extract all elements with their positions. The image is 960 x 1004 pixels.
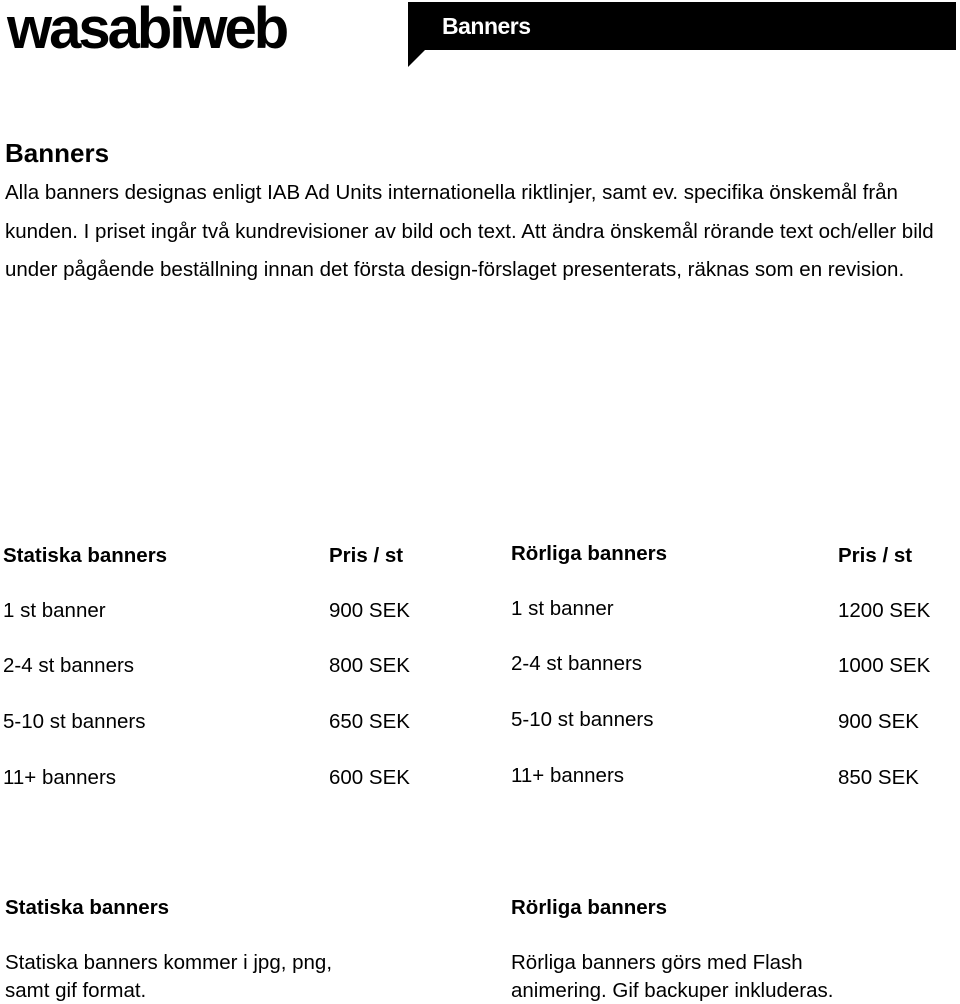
animated-info-text <box>511 949 931 1004</box>
animated-row-price: 1200 SEK <box>838 599 931 622</box>
animated-banners-header: Rörliga banners <box>511 542 668 565</box>
static-row-price: 650 SEK <box>329 710 410 733</box>
animated-info-line: Rörliga banners görs med Flash <box>511 951 803 974</box>
static-row-label: 1 st banner <box>3 599 106 622</box>
animated-info-line: animering. Gif backuper inkluderas. <box>511 978 834 1002</box>
wasabiweb-logo: wasabiweb <box>7 0 287 61</box>
static-row-price: 800 SEK <box>329 654 410 677</box>
animated-row-label: 2-4 st banners <box>511 652 643 675</box>
animated-info-title: Rörliga banners <box>511 896 668 919</box>
static-info-line: Statiska banners kommer i jpg, png, <box>5 951 333 974</box>
header-title: Banners <box>442 13 531 39</box>
page-title: Banners <box>5 138 110 168</box>
animated-row-label: 1 st banner <box>511 597 614 620</box>
static-row-label: 2-4 st banners <box>3 654 135 677</box>
animated-row-price: 1000 SEK <box>838 654 931 677</box>
static-row-label: 5-10 st banners <box>3 710 146 733</box>
static-row-price: 600 SEK <box>329 766 410 789</box>
static-row-label: 11+ banners <box>3 766 117 789</box>
animated-price-header: Pris / st <box>838 544 913 567</box>
intro-paragraph: Alla banners designas enligt IAB Ad Units internationella riktlinjer, samt ev. specifika önskemål från kunden. I priset ingår två kundrevisioner av bild och text. Att ändra önskemål rörande text och/eller bild under pågående beställning innan det första design-förslaget presenterats, räknas som en revision. <box>5 181 934 281</box>
header-bar-tab <box>408 50 425 67</box>
static-price-header: Pris / st <box>329 544 404 567</box>
animated-row-label: 5-10 st banners <box>511 708 654 731</box>
animated-row-price: 900 SEK <box>838 710 919 733</box>
static-info-line: samt gif format. <box>5 978 147 1002</box>
static-info-title: Statiska banners <box>5 896 170 919</box>
static-banners-header: Statiska banners <box>3 544 168 567</box>
animated-row-price: 850 SEK <box>838 766 919 789</box>
static-row-price: 900 SEK <box>329 599 410 622</box>
animated-row-label: 11+ banners <box>511 764 625 787</box>
static-info-text <box>5 949 425 1004</box>
